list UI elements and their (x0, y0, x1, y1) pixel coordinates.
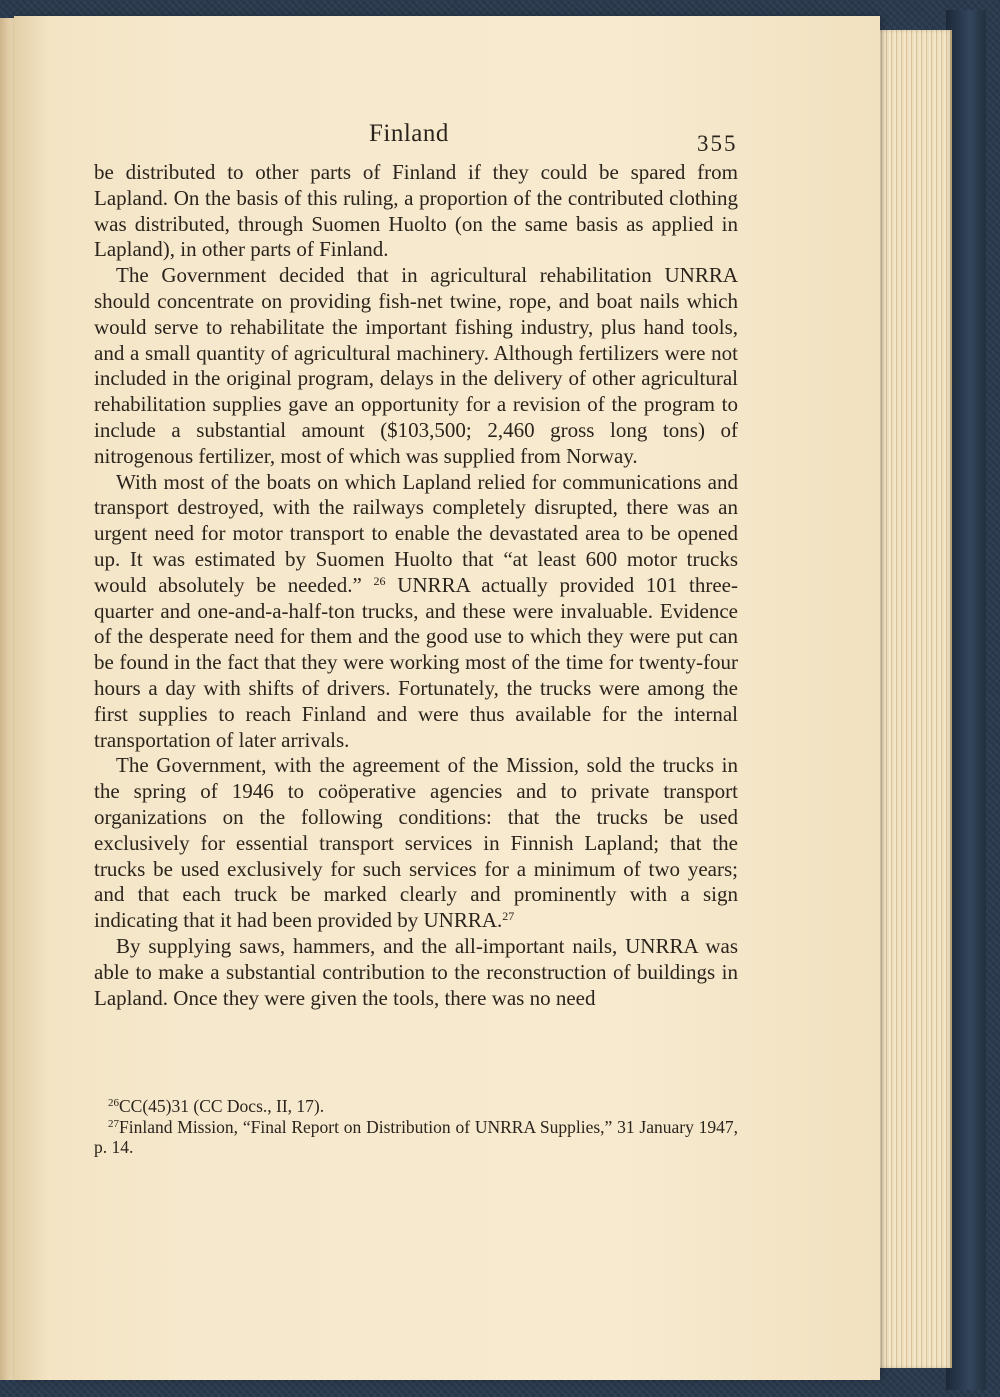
paragraph-building-tools: By supplying saws, hammers, and the all-important nails, UNRRA was able to make a substantial contribution to the reconstruction of buildings in Lapland. Once they were given the tools, there was no need (94, 933, 738, 1010)
paragraph-text: With most of the boats on which Lapland relied for communications and transport destroyed, with the railways completely disrupted, there was an urgent need for motor transport to enable the devastated area to be opened up. It was estimated by Suomen Huolto that “at least 600 motor trucks would absolutely be needed.” (94, 469, 738, 597)
page-number: 355 (697, 131, 738, 156)
paragraph-text: UNRRA actually provided 101 three-quarter and one-and-a-half-ton trucks, and these were invaluable. Evidence of the desperate need for them and the good use to which they were put can be found in the fact that they were working most of the time for twenty-four hours a day with shifts of drivers. Fortunately, the trucks were among the first supplies to reach Finland and were thus available for the internal transportation of later arrivals. (94, 572, 738, 752)
footnote-27 (94, 1117, 738, 1158)
footnote-reference: 26 (373, 573, 386, 588)
footnote-text: CC(45)31 (CC Docs., II, 17). (119, 1096, 325, 1116)
footnote-text: Finland Mission, “Final Report on Distribution of UNRRA Supplies,” 31 January 1947, p. 14. (94, 1116, 738, 1157)
paragraph-text: The Government, with the agreement of the Mission, sold the trucks in the spring of 1946 to coöperative agencies and to private transport organizations on the following conditions: that the trucks be used exclusively for essential transport services in Finnish Lapland; that the trucks be used exclusively for such services for a minimum of two years; and that each truck be marked clearly and prominently with a sign indicating that it had been provided by UNRRA. (94, 753, 738, 933)
paragraph-motor-transport (94, 470, 738, 754)
paragraph-agricultural-rehabilitation: The Government decided that in agricultural rehabilitation UNRRA should concentrate on providing fish-net twine, rope, and boat nails which would serve to rehabilitate the important fishing industry, plus hand tools, and a small quantity of agricultural machinery. Although fertilizers were not included in the original program, delays in the delivery of other agricultural rehabilitation supplies gave an opportunity for a revision of the program to include a substantial amount ($103,500; 2,460 gross long tons) of nitrogenous fertilizer, most of which was supplied from Norway. (94, 263, 738, 468)
footnote-mark: 26 (108, 1097, 119, 1109)
book-spine-edge (946, 10, 986, 1390)
footnote-mark: 27 (108, 1117, 119, 1130)
paragraph-continuation: be distributed to other parts of Finland if they could be spared from Lapland. On the basis of this ruling, a proportion of the contributed clothing was distributed, through Suomen Huolto (on the same basis as applied in Lapland), in other parts of Finland. (94, 160, 738, 262)
footnote-reference: 27 (502, 909, 515, 924)
footnote-26 (94, 1096, 738, 1117)
body-text (94, 160, 738, 1011)
page-stack-edge (874, 30, 952, 1368)
paragraph-truck-sale (94, 753, 738, 934)
footnotes (94, 1096, 738, 1158)
running-head: Finland (369, 120, 449, 147)
